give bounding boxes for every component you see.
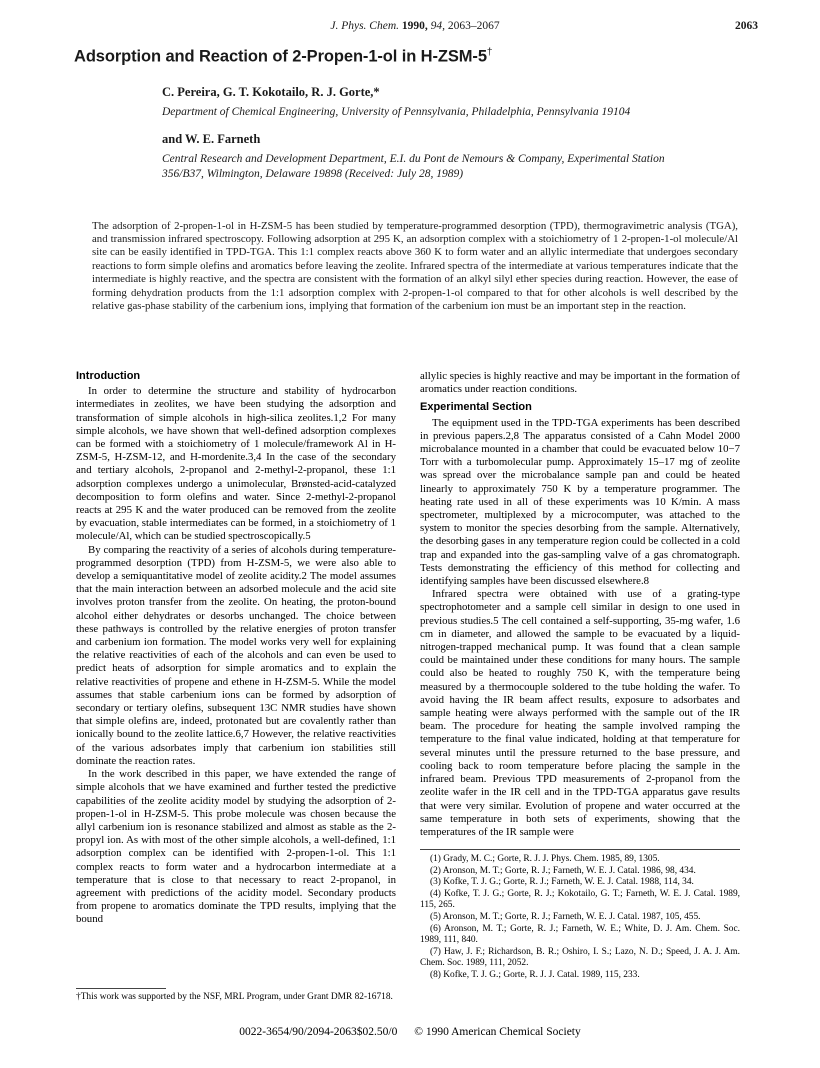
intro-paragraph-1: In order to determine the structure and stability of hydrocarbon intermediates in zeolites, we have been studying the adsorption and transformation of simple alcohols in high-silica zeolites.1,2 For many simple alcohols, we have shown that well-defined adsorption complexes can be formed with a stoichiometry of 1 molecule/framework Al in H-ZSM-5, H-ZSM-12, and H-mordenite.3,4 In the case of the secondary and tertiary alcohols, 2-propanol and 2-methyl-2-propanol, these 1:1 adsorption complexes undergo a unimolecular, Brønsted-acid-catalyzed decomposition to form olefins and water. Since 2-methyl-2-propanol reacts at 295 K and the water produced can be removed from the zeolite by evacuation, stable intermediates can be formed, in a stoichiometry of 1 molecule/Al, which can be studied spectroscopically.5: [76, 385, 396, 543]
reference-item: (7) Haw, J. F.; Richardson, B. R.; Oshiro, I. S.; Lazo, N. D.; Speed, J. A. J. Am. Chem. Soc. 1989, 111, 2052.: [420, 946, 740, 969]
article-title: [74, 47, 754, 67]
article-title-text: Adsorption and Reaction of 2-Propen-1-ol in H-ZSM-5: [74, 47, 487, 66]
journal-year: 1990,: [401, 20, 428, 32]
reference-item: (5) Aronson, M. T.; Gorte, R. J.; Farneth, W. E. J. Catal. 1987, 105, 455.: [430, 912, 701, 923]
reference-item: (6) Aronson, M. T.; Gorte, R. J.; Farneth, W. E.; White, D. J. Am. Chem. Soc. 1989, 111, 840.: [420, 923, 740, 946]
funding-footnote: [76, 988, 396, 1004]
intro-paragraph-continued: allylic species is highly reactive and may be important in the formation of aromatics under reaction conditions.: [420, 370, 740, 396]
intro-paragraph-2: By comparing the reactivity of a series of alcohols during temperature-programmed desorption (TPD) from H-ZSM-5, we were also able to develop a semiquantitative model of zeolite acidity.2 The model assumes that the main interaction between an adsorbed molecule and the acid site involves proton transfer from the zeolite. On heating, the proton-bound alcohol either dehydrates or desorbs unchanged. The choice between these pathways is controlled by the relative energies of proton transfer and carbenium ion formation. The model works very well for explaining the relative reactivities of each of the alcohols and can even be used to predict heats of adsorption for simple aromatics and to explain the relative reactivities of propene and ethene in H-ZSM-5. While the model assumes that stable carbenium ions can be formed by adsorption of secondary or tertiary olefins, subsequent 13C NMR studies have shown that simple olefins are, indeed, protonated but are covalently rather than ionically bound to the zeolite lattice.6,7 However, the relative reactivities of the various adsorbates imply that carbenium ion stabilities still dominate the reaction rates.: [76, 543, 396, 767]
title-dagger: †: [486, 47, 493, 58]
running-head: [76, 20, 758, 42]
authors-secondary: and W. E. Farneth: [162, 131, 261, 146]
journal-volume: 94,: [430, 20, 446, 32]
intro-paragraph-3: In the work described in this paper, we have extended the range of simple alcohols that we have examined and further tested the predictive capabilities of the zeolite acidity model by studying the adsorption of 2-propen-1-ol in H-ZSM-5. This probe molecule was chosen because the allyl carbenium ion is resonance stabilized and almost as stable as the 2-propyl ion. As with most of the other simple alcohols, a well-defined, 1:1 adsorption complex can be identified with 2-propen-1-ol. This 1:1 complex reacts to form water and a hydrocarbon intermediate at a temperature that is close to that necessary to react 2-propanol, in agreement with predictions of the acidity model. Secondary products from propene to aromatics dominate the TPD results, implying that the bound: [76, 768, 396, 926]
experimental-paragraph-2: Infrared spectra were obtained with use of a grating-type spectrophotometer and a sample cell similar in design to one used in previous studies.5 The cell contained a self-supporting, 35-mg wafer, 1.6 cm in diameter, and allowed the sample to be evacuated by a liquid-nitrogen-trapped mechanical pump. It was found that a clean sample could be maintained under these conditions for many hours. The sample could also be heated to roughly 750 K, with the temperature being measured by a thermocouple soldered to the tube holding the wafer. To avoid having the IR beam affect results, exposure to adsorbates and sample heating were always performed with the sample out of the IR beam. The procedure for heating the sample involved ramping the temperature to the final value indicated, holding at that temperature for several minutes until the pressure returned to the base pressure, and cooling back to room temperature before placing the sample in the infrared beam. Previous TPD measurements of 2-propanol from the zeolite wafer in the IR cell and in the TPD-TGA apparatus gave results that were very similar. Evolution of propene and water occurred at the same temperature in both sets of experiments, showing that the temperatures of the IR sample were: [420, 588, 740, 838]
affiliation-dupont-line2: 356/B37, Wilmington, Delaware 19898 (Received: July 28, 1989): [162, 167, 464, 180]
reference-item: (3) Kofke, T. J. G.; Gorte, R. J.; Farneth, W. E. J. Catal. 1988, 114, 34.: [430, 877, 694, 888]
page-number: 2063: [735, 20, 758, 32]
journal-name: J. Phys. Chem.: [330, 20, 400, 32]
right-column: [420, 370, 740, 982]
authors-primary: C. Pereira, G. T. Kokotailo, R. J. Gorte,*: [162, 84, 380, 99]
section-heading-introduction: Introduction: [76, 370, 141, 382]
copyright-notice: © 1990 American Chemical Society: [414, 1026, 581, 1038]
left-column: [76, 370, 396, 927]
affiliation-penn: Department of Chemical Engineering, University of Pennsylvania, Philadelphia, Pennsylvania 19104: [162, 105, 631, 118]
section-heading-experimental: Experimental Section: [420, 401, 532, 414]
reference-item: (1) Grady, M. C.; Gorte, R. J. J. Phys. Chem. 1985, 89, 1305.: [430, 854, 660, 865]
copyright-code: 0022-3654/90/2094-2063$02.50/0: [239, 1026, 398, 1038]
journal-citation: [76, 20, 754, 32]
reference-item: (2) Aronson, M. T.; Gorte, R. J.; Farneth, W. E. J. Catal. 1986, 98, 434.: [430, 865, 696, 876]
journal-pages: 2063–2067: [447, 20, 500, 32]
references-list: [420, 849, 740, 982]
experimental-paragraph-1: The equipment used in the TPD-TGA experiments has been described in previous papers.2,8 The apparatus consisted of a Cahn Model 2000 microbalance mounted in a chamber that could be evacuated below 10−7 Torr with a turbomolecular pump. Approximately 15–17 mg of zeolite was spread over the microbalance sample pan and could be heated linearly to approximately 750 K by a temperature programmer. The heating rate used in all of these experiments was 10 K/min. A mass spectrometer, multiplexed by a microcomputer, was attached to the system to monitor the species desorbing from the sample. Alternatively, the desorbing gases in any temperature region could be collected in a cold trap and expanded into the gas-sampling valve of a gas chromatograph. Tests demonstrating the efficiency of this method for collecting and identifying samples have been discussed elsewhere.8: [420, 416, 740, 588]
reference-item: (4) Kofke, T. J. G.; Gorte, R. J.; Kokotailo, G. T.; Farneth, W. E. J. Catal. 1989, 115, 265.: [420, 888, 740, 911]
footnote-text: †This work was supported by the NSF, MRL Program, under Grant DMR 82-16718.: [76, 992, 393, 1002]
reference-item: (8) Kofke, T. J. G.; Gorte, R. J. J. Catal. 1989, 115, 233.: [430, 970, 640, 981]
footnote-rule: [76, 988, 166, 989]
affiliation-dupont: [162, 152, 754, 182]
affiliation-dupont-line1: Central Research and Development Department, E.I. du Pont de Nemours & Company, Experimental Station: [162, 152, 665, 165]
page-footer: [0, 1026, 820, 1038]
abstract: The adsorption of 2-propen-1-ol in H-ZSM-5 has been studied by temperature-programmed desorption (TPD), thermogravimetric analysis (TGA), and transmission infrared spectroscopy. Following adsorption at 295 K, an adsorption complex with a stoichiometry of 1 2-propen-1-ol molecule/Al site can be easily identified in TPD-TGA. This 1:1 complex reacts above 360 K to form water and an allylic intermediate that undergoes secondary reactions to form simple olefins and aromatics before leaving the zeolite. Infrared spectra of the intermediate at various temperatures indicate that the intermediate is highly reactive, and the spectra are consistent with the formation of an alkyl silyl ether species during reaction. However, the ease of forming dehydration products from the 1:1 adsorption complex with 2-propen-1-ol compared to that for other alcohols is well described by the relative gas-phase stability of the carbenium ions, implying that formation of the carbenium ion must be an important step in the reaction.: [92, 219, 738, 312]
